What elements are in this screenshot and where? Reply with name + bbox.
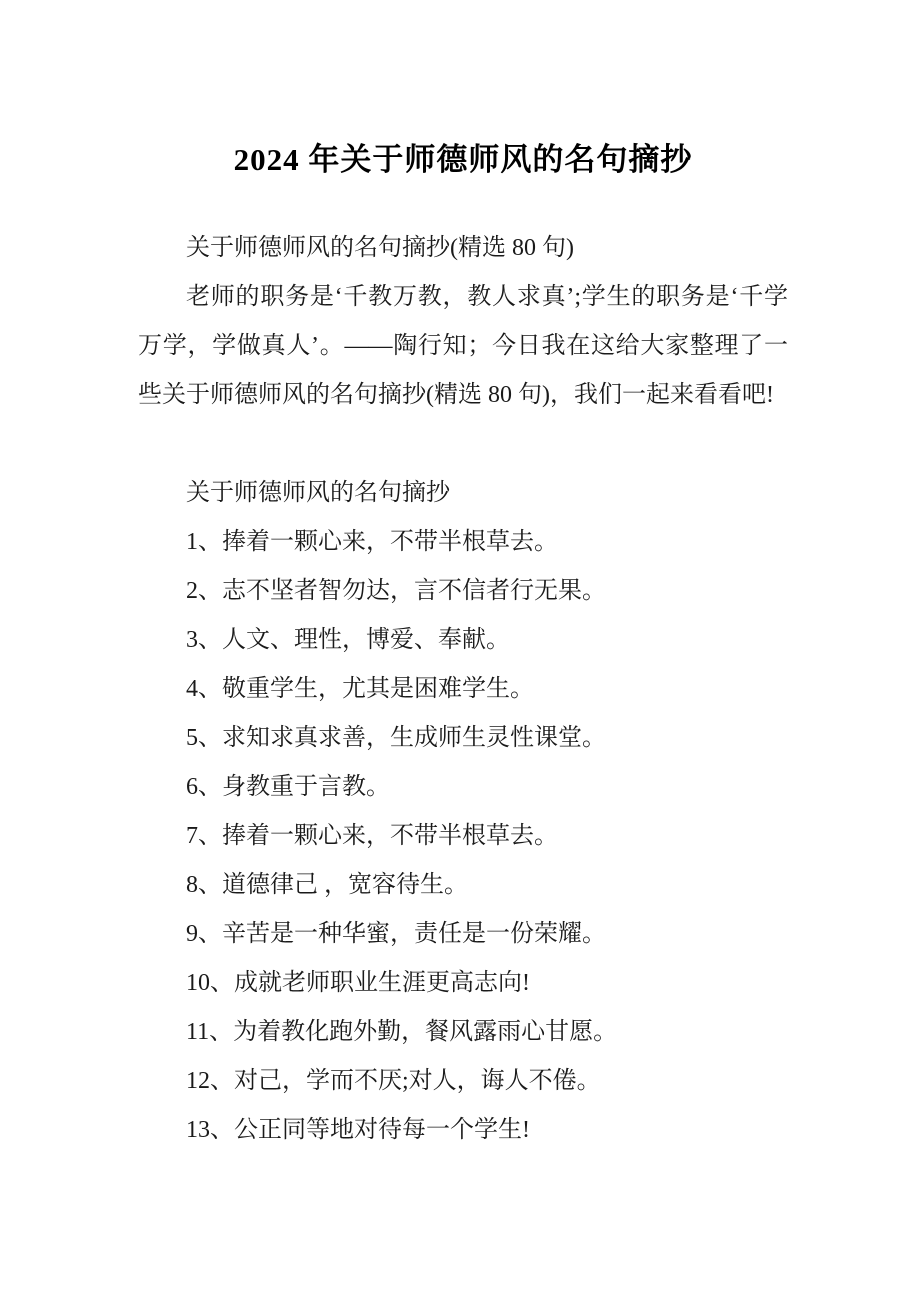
- quote-item: 3、人文、理性，博爱、奉献。: [186, 627, 510, 653]
- document-title: 2024 年关于师德师风的名句摘抄: [233, 142, 693, 177]
- quote-item: 6、身教重于言教。: [186, 774, 390, 800]
- blank-line: [138, 420, 788, 469]
- quote-item: 5、求知求真求善，生成师生灵性课堂。: [186, 725, 606, 751]
- intro-subtitle-line: 关于师德师风的名句摘抄(精选 80 句): [186, 235, 574, 261]
- quote-item: 9、辛苦是一种华蜜，责任是一份荣耀。: [186, 921, 606, 947]
- quote-item: 11、为着教化跑外勤，餐风露雨心甘愿。: [186, 1019, 618, 1045]
- quote-list: [138, 518, 788, 1155]
- quote-item: 10、成就老师职业生涯更高志向!: [186, 970, 530, 996]
- quote-item: 2、志不坚者智勿达，言不信者行无果。: [186, 578, 606, 604]
- quote-item: 7、捧着一颗心来，不带半根草去。: [186, 823, 558, 849]
- document-body: [138, 224, 788, 1155]
- quote-item: 8、道德律己 ，宽容待生。: [186, 872, 468, 898]
- quote-item: 12、对己，学而不厌;对人，诲人不倦。: [186, 1068, 601, 1094]
- intro-paragraph: 老师的职务是‘千教万教，教人求真’;学生的职务是‘千学万学，学做真人’。——陶行知；今日我在这给大家整理了一些关于师德师风的名句摘抄(精选 80 句)，我们一起来看看吧!: [138, 284, 788, 408]
- quote-item: 13、公正同等地对待每一个学生!: [186, 1117, 530, 1143]
- quote-item: 1、捧着一颗心来，不带半根草去。: [186, 529, 558, 555]
- section-heading: 关于师德师风的名句摘抄: [186, 480, 450, 506]
- quote-item: 4、敬重学生，尤其是困难学生。: [186, 676, 534, 702]
